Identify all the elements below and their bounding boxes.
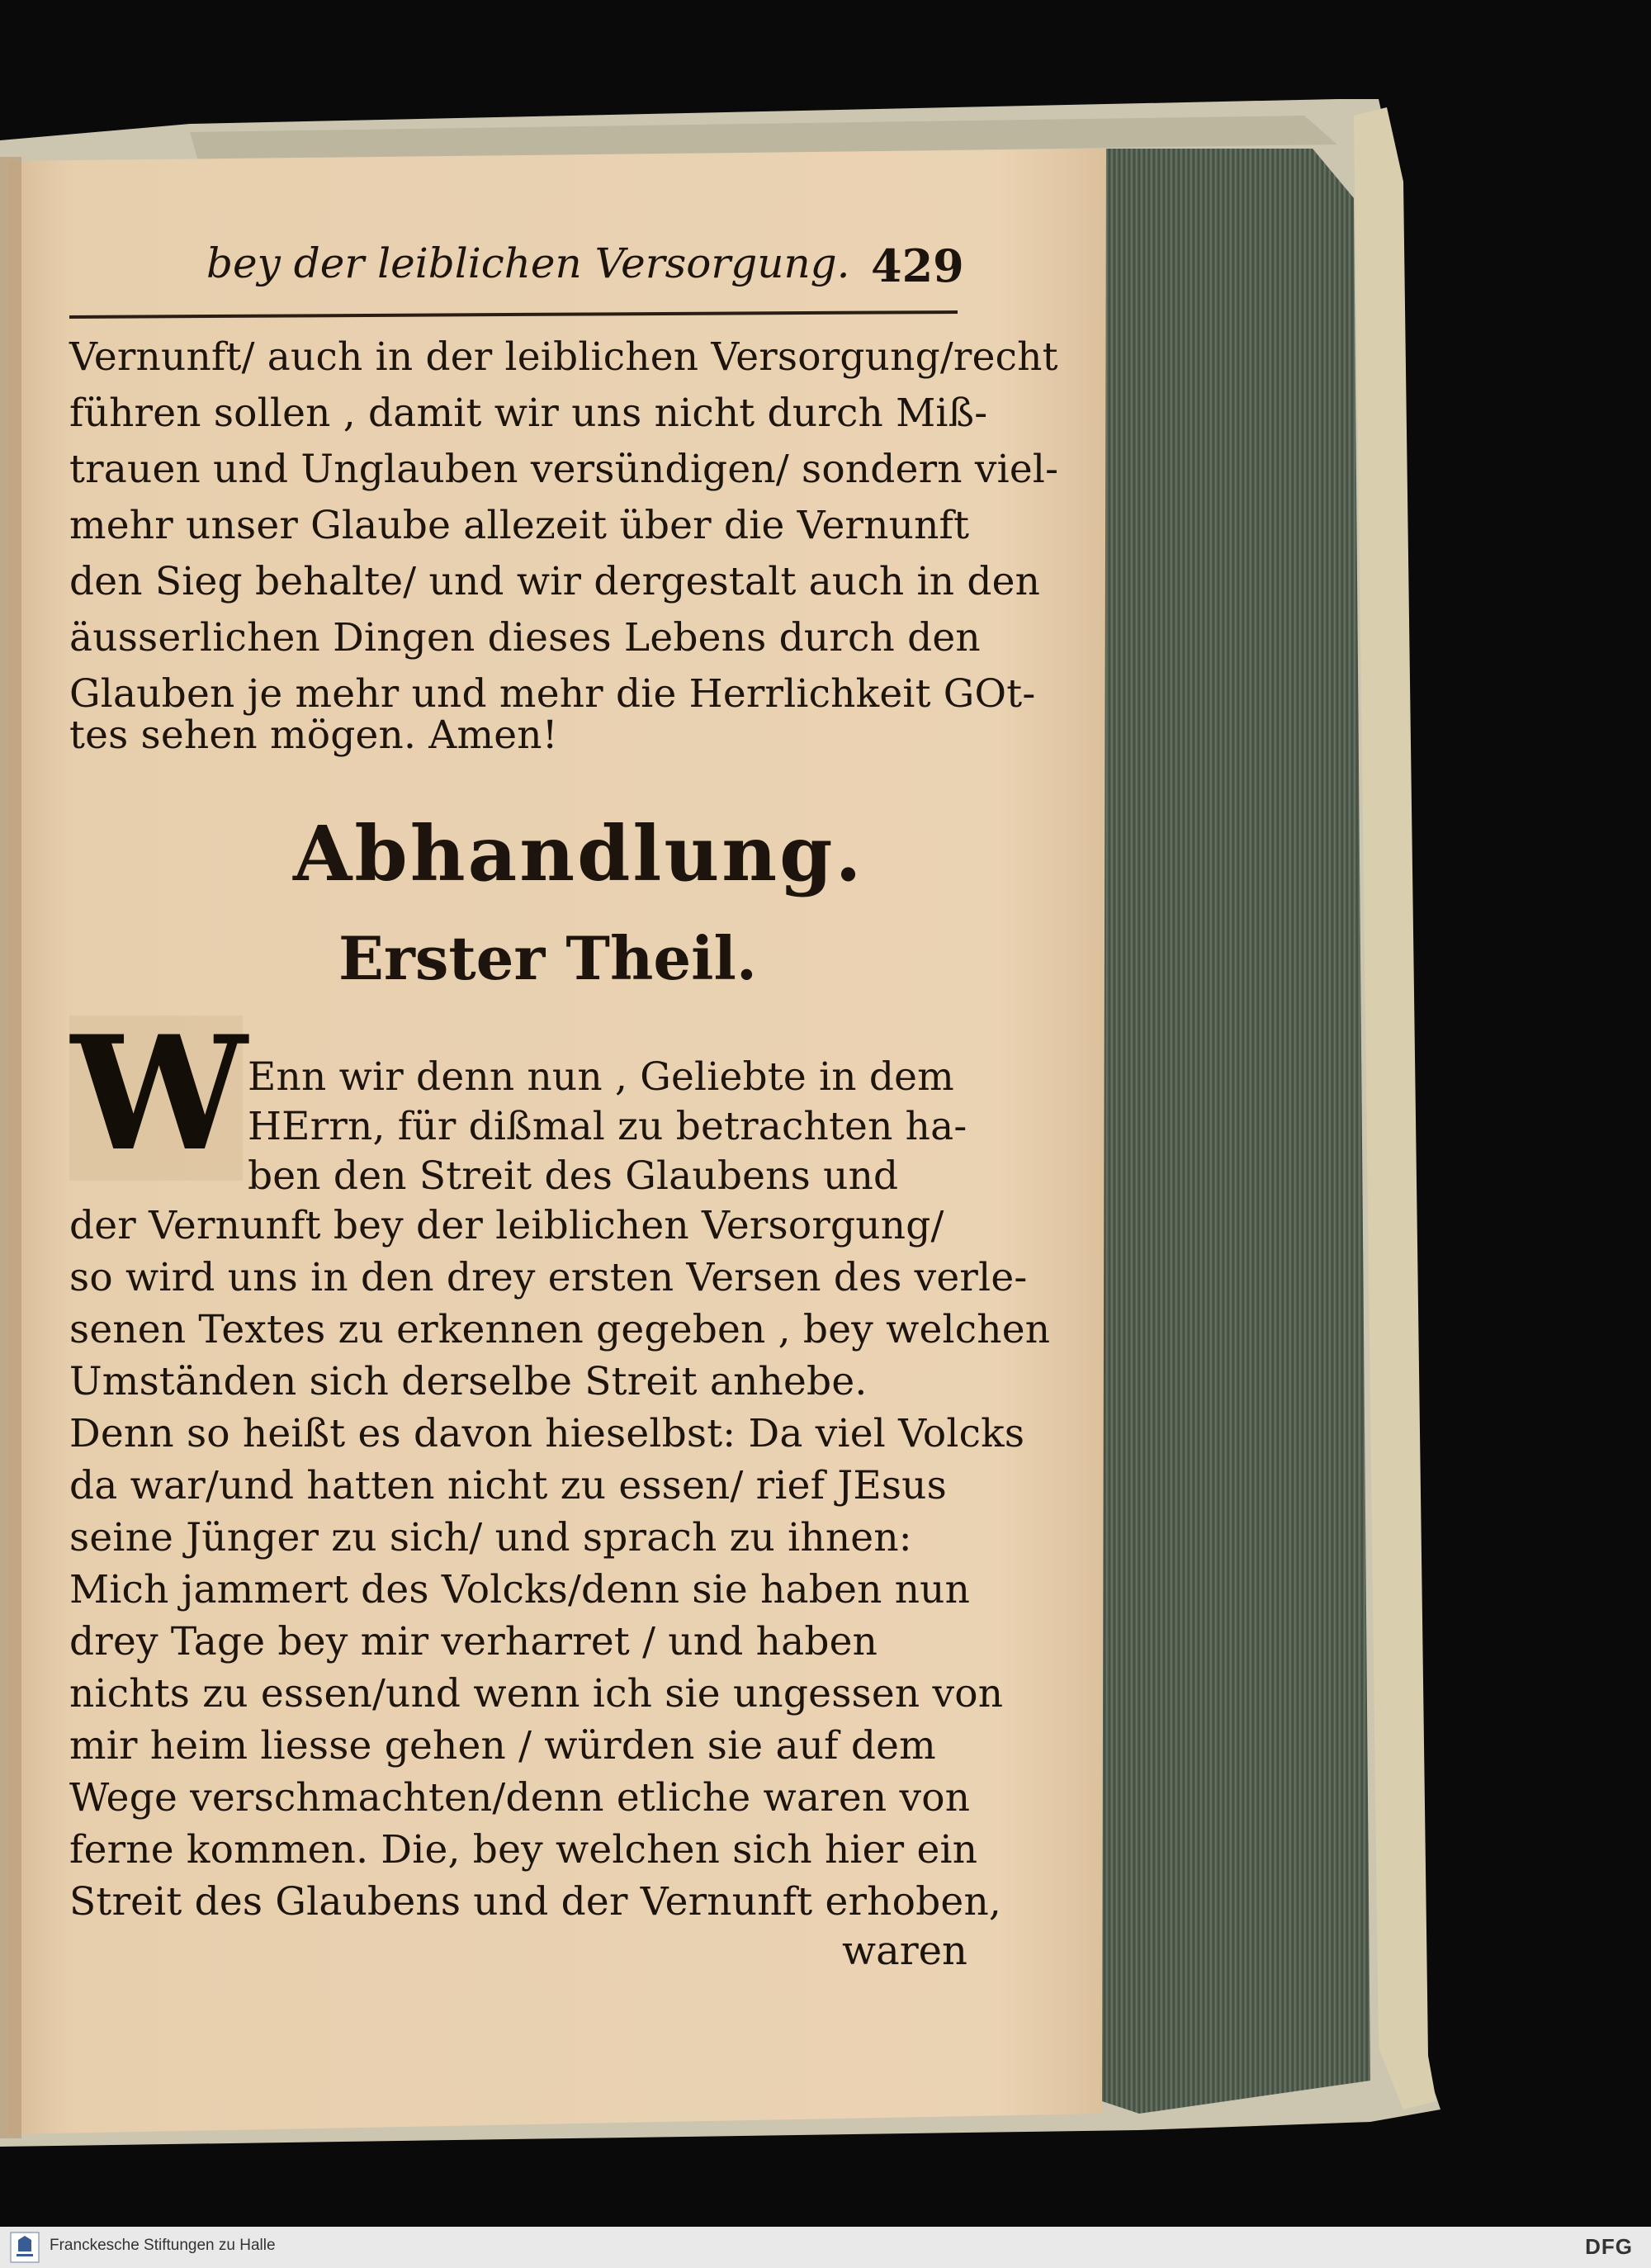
text-line: Denn so heißt es davon hieselbst: Da viel Volcks — [69, 1411, 1025, 1456]
text-line: Enn wir denn nun , Geliebte in dem — [248, 1054, 954, 1100]
text-line: so wird uns in den drey ersten Versen des verle- — [69, 1255, 1028, 1300]
drop-initial: W — [71, 1001, 248, 1186]
text-line: Streit des Glaubens und der Vernunft erhoben, — [69, 1879, 1002, 1925]
dfg-badge[interactable]: DFG — [1585, 2234, 1633, 2259]
text-line: seine Jünger zu sich/ und sprach zu ihnen: — [69, 1515, 912, 1560]
text-line: Mich jammert des Volcks/denn sie haben nun — [69, 1567, 971, 1612]
section-title: Abhandlung. — [293, 809, 864, 898]
catchword: waren — [842, 1928, 967, 1974]
institution-name[interactable]: Franckesche Stiftungen zu Halle — [50, 2237, 276, 2254]
institution-logo-icon — [10, 2232, 40, 2263]
text-line: da war/und hatten nicht zu essen/ rief JEsus — [69, 1463, 947, 1508]
page-number: 429 — [871, 239, 964, 292]
text-line: trauen und Unglauben versündigen/ sondern viel- — [69, 447, 1059, 492]
text-line: Wege verschmachten/denn etliche waren von — [69, 1775, 971, 1821]
running-head: bey der leiblichen Versorgung. — [206, 239, 850, 287]
text-line: HErrn, für dißmal zu betrachten ha- — [248, 1104, 967, 1149]
text-line: nichts zu essen/und wenn ich sie ungessen von — [69, 1671, 1004, 1716]
text-line: Umständen sich derselbe Streit anhebe. — [69, 1359, 868, 1404]
text-line: mehr unser Glaube allezeit über die Vernunft — [69, 503, 970, 548]
text-line: Vernunft/ auch in der leiblichen Versorgung/recht — [69, 334, 1058, 380]
text-line: ferne kommen. Die, bey welchen sich hier ein — [69, 1827, 978, 1873]
text-line: äusserlichen Dingen dieses Lebens durch den — [69, 615, 981, 661]
text-line: tes sehen mögen. Amen! — [69, 713, 558, 758]
viewer-footer — [0, 2227, 1651, 2268]
text-line: den Sieg behalte/ und wir dergestalt auch in den — [69, 559, 1041, 604]
text-line: senen Textes zu erkennen gegeben , bey welchen — [69, 1307, 1051, 1352]
text-line: mir heim liesse gehen / würden sie auf dem — [69, 1723, 936, 1768]
section-subtitle: Erster Theil. — [338, 923, 757, 993]
text-line: führen sollen , damit wir uns nicht durch Miß- — [69, 391, 988, 436]
text-line: drey Tage bey mir verharret / und haben — [69, 1619, 878, 1664]
text-line: ben den Streit des Glaubens und — [248, 1153, 899, 1199]
text-line: Glauben je mehr und mehr die Herrlichkeit GOt- — [69, 671, 1036, 717]
text-line: der Vernunft bey der leiblichen Versorgung/ — [69, 1203, 944, 1248]
